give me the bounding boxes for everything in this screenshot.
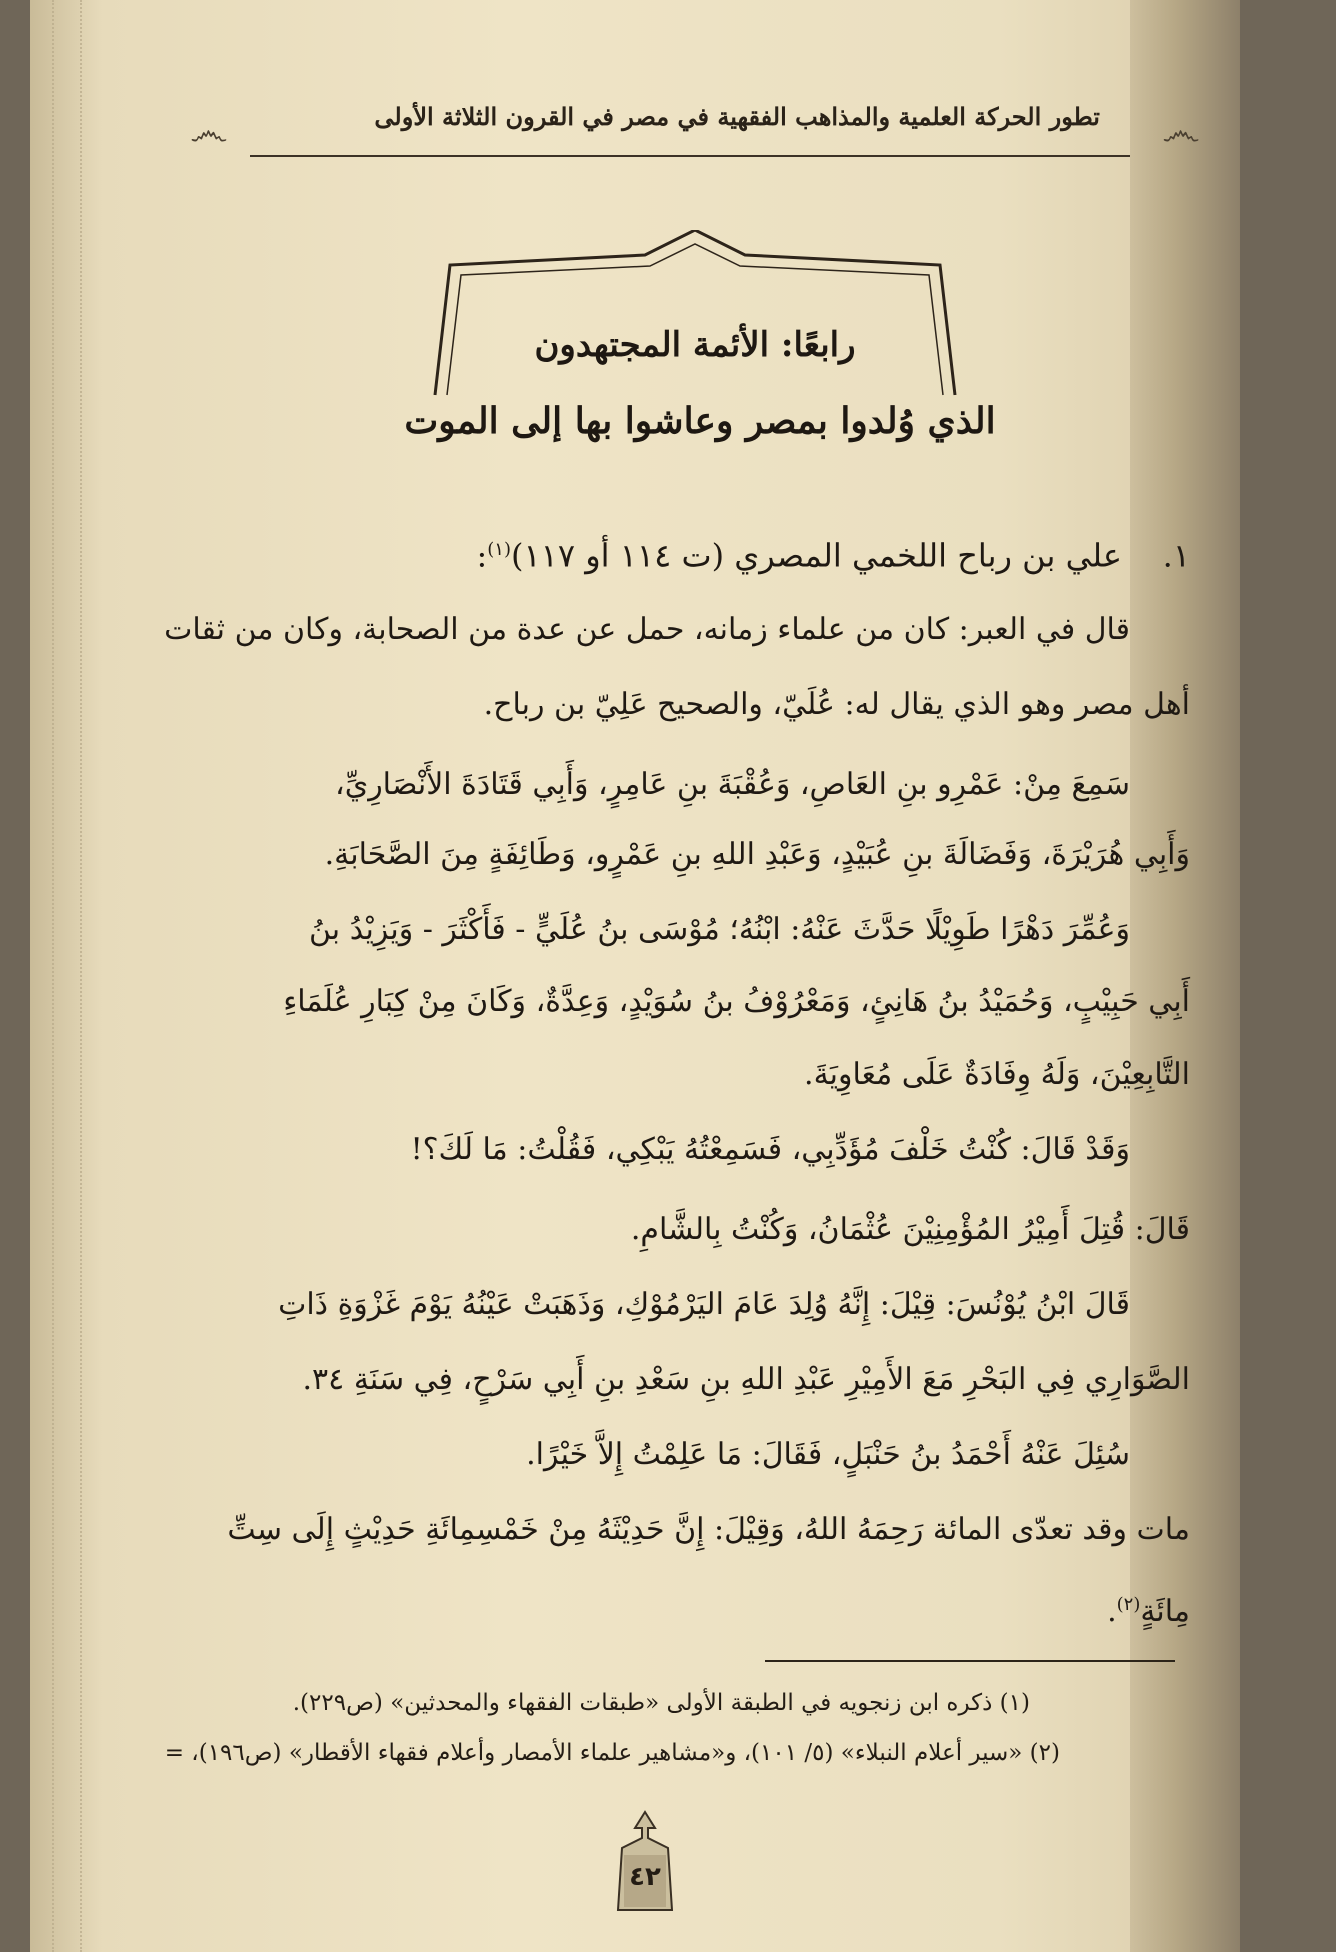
page-number-badge bbox=[608, 1810, 682, 1920]
body-line: قَالَ: قُتِلَ أَمِيْرُ المُؤْمِنِيْنَ عُثْمَانُ، وَكُنْتُ بِالشَّامِ. bbox=[630, 1212, 1190, 1247]
body-line: قَالَ ابْنُ يُوْنُسَ: قِيْلَ: إِنَّهُ وُلِدَ عَامَ اليَرْمُوْكِ، وَذَهَبَتْ عَيْنُهُ يَوْمَ غَزْوَةِ ذَاتِ bbox=[278, 1287, 1130, 1322]
scroll-ornament-icon: ෴ bbox=[190, 109, 228, 155]
footnote: (٢) «سير أعلام النبلاء» (٥/ ١٠١)، و«مشاهير علماء الأمصار وأعلام فقهاء الأقطار» (ص١٩٦)، = bbox=[164, 1740, 1060, 1766]
body-line: أَبِي حَبِيْبٍ، وَحُمَيْدُ بنُ هَانِئٍ، وَمَعْرُوْفُ بنُ سُوَيْدٍ، وَعِدَّةٌ، وَكَانَ مِنْ كِبَارِ عُلَمَاءِ bbox=[283, 984, 1190, 1019]
section-heading-line1: رابعًا: الأئمة المجتهدون bbox=[534, 325, 856, 365]
running-title: تطور الحركة العلمية والمذاهب الفقهية في مصر في القرون الثلاثة الأولى bbox=[374, 102, 1100, 131]
header-rule bbox=[250, 155, 1130, 157]
body-line: التَّابِعِيْنَ، وَلَهُ وِفَادَةٌ عَلَى مُعَاوِيَةَ. bbox=[804, 1057, 1190, 1092]
arch-frame-icon bbox=[425, 230, 965, 400]
entry-title-colon: : bbox=[476, 536, 488, 575]
body-line-last: مِائَةٍ$^{(٢)}$. bbox=[1107, 1594, 1190, 1629]
section-heading-line2: الذي وُلدوا بمصر وعاشوا بها إلى الموت bbox=[404, 400, 996, 442]
body-line: سُئِلَ عَنْهُ أَحْمَدُ بنُ حَنْبَلٍ، فَقَالَ: مَا عَلِمْتُ إِلاَّ خَيْرًا. bbox=[526, 1437, 1130, 1472]
running-header bbox=[190, 100, 1200, 180]
entry-title bbox=[140, 530, 1190, 580]
body-line: مات وقد تعدّى المائة رَحِمَهُ اللهُ، وَقِيْلَ: إِنَّ حَدِيْثَهُ مِنْ خَمْسِمِائَةِ حَدِيْثٍ إِلَى سِتِّ bbox=[227, 1512, 1190, 1547]
body-line: سَمِعَ مِنْ: عَمْرِو بنِ العَاصِ، وَعُقْبَةَ بنِ عَامِرٍ، وَأَبِي قَتَادَةَ الأَنْصَارِيِّ، bbox=[335, 767, 1130, 802]
scroll-ornament-icon: ෴ bbox=[1162, 109, 1200, 155]
book-page bbox=[30, 0, 1240, 1952]
page-number: ٤٢ bbox=[629, 1862, 661, 1892]
body-line: وَأَبِي هُرَيْرَةَ، وَفَضَالَةَ بنِ عُبَيْدٍ، وَعَبْدِ اللهِ بنِ عَمْرٍو، وَطَائِفَةٍ مِنَ الصَّحَابَةِ. bbox=[324, 837, 1190, 872]
footnote-ref: (٢) bbox=[1116, 1594, 1141, 1615]
body-line: قال في العبر: كان من علماء زمانه، حمل عن عدة من الصحابة، وكان من ثقات bbox=[164, 612, 1130, 647]
body-line: وَقَدْ قَالَ: كُنْتُ خَلْفَ مُؤَدِّبِي، فَسَمِعْتُهُ يَبْكِي، فَقُلْتُ: مَا لَكَ؟! bbox=[410, 1132, 1130, 1167]
footnote-ref: (١) bbox=[487, 539, 511, 560]
footnote: (١) ذكره ابن زنجويه في الطبقة الأولى «طبقات الفقهاء والمحدثين» (ص٢٢٩). bbox=[292, 1690, 1030, 1716]
entry-name: علي بن رباح اللخمي المصري (ت ١١٤ أو ١١٧) bbox=[510, 536, 1122, 575]
entry-number: ١. bbox=[1162, 536, 1190, 575]
body-line-text: مِائَةٍ bbox=[1140, 1594, 1190, 1629]
section-heading-frame bbox=[425, 230, 965, 400]
body-line: أهل مصر وهو الذي يقال له: عُلَيّ، والصحيح عَلِيّ بن رباح. bbox=[483, 687, 1190, 722]
footnote-rule bbox=[765, 1660, 1175, 1662]
body-line: الصَّوَارِي فِي البَحْرِ مَعَ الأَمِيْرِ عَبْدِ اللهِ بنِ سَعْدِ بنِ أَبِي سَرْحٍ، فِي سَنَةِ ٣٤. bbox=[302, 1362, 1190, 1397]
decorative-margin-border bbox=[52, 0, 82, 1952]
body-line: وَعُمِّرَ دَهْرًا طَوِيْلًا حَدَّثَ عَنْهُ: ابْنُهُ؛ مُوْسَى بنُ عُلَيٍّ - فَأَكْثَرَ - وَيَزِيْدُ بنُ bbox=[308, 912, 1130, 947]
body-text bbox=[140, 610, 1190, 1660]
